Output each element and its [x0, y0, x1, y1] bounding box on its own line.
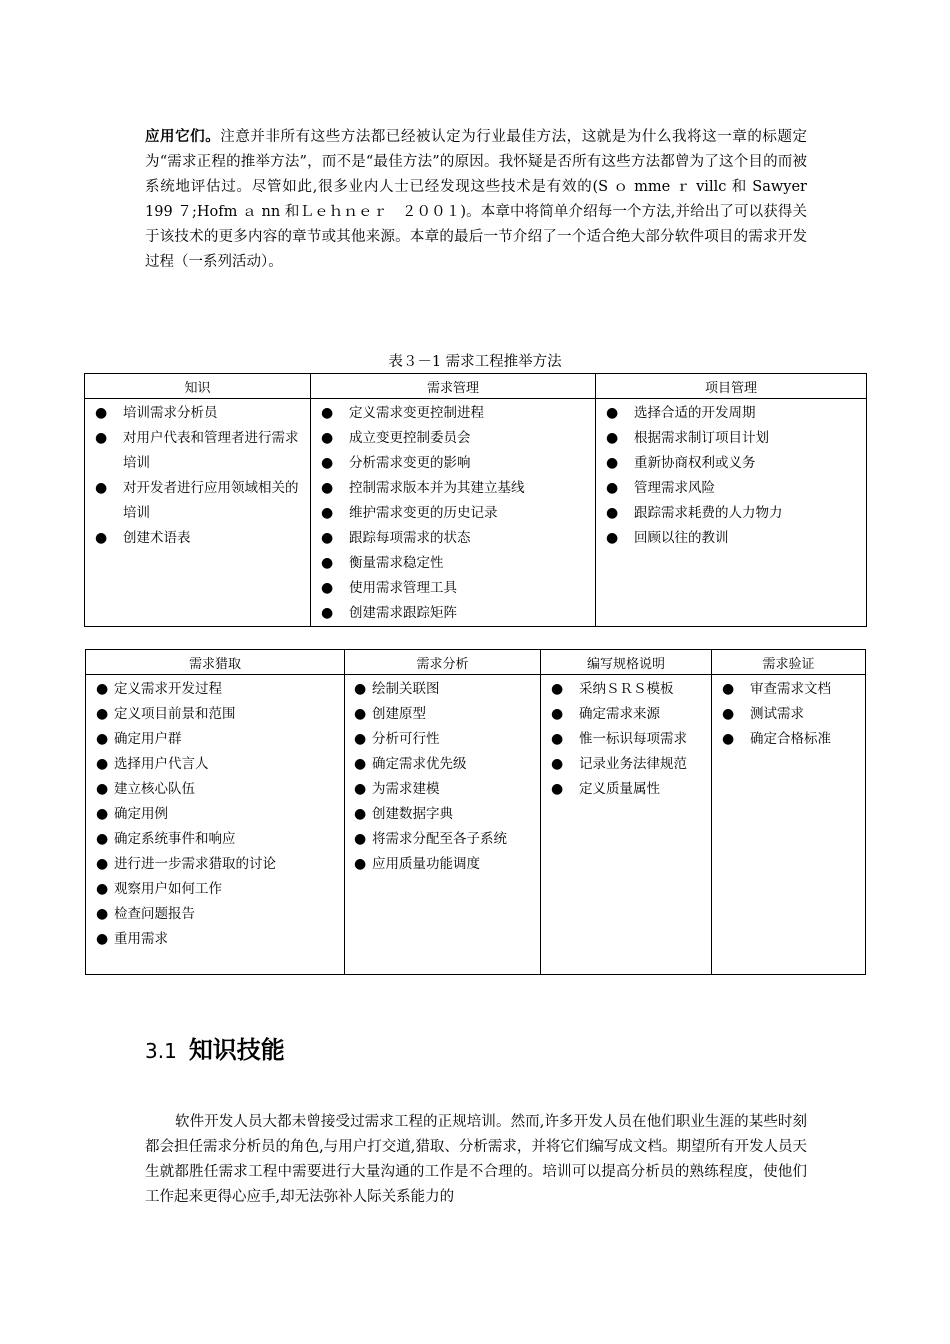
list-item	[345, 777, 540, 802]
list-item-text: 管理需求风险	[634, 480, 715, 496]
list-item-text: 重用需求	[114, 931, 168, 947]
bullet-icon: ●	[606, 405, 619, 421]
list-item-text: 测试需求	[750, 706, 804, 722]
bullet-icon: ●	[354, 831, 367, 847]
list-item-text: 创建需求跟踪矩阵	[349, 605, 457, 621]
table1-body-row	[85, 399, 867, 627]
bullet-icon: ●	[321, 405, 334, 421]
list-item	[311, 526, 595, 551]
intro-text: 注意并非所有这些方法都已经被认定为行业最佳方法，这就是为什么我将这一章的标题定为“需求正程的推举方法”，而不是“最佳方法”的原因。我怀疑是否所有这些方法都曾为了这个目的而被系统地评估过。尽管如此,很多业内人士已经发现这些技术是有效的(S ｏ mme ｒ villc 和 Sawyer 199 ７;Hofm ａ nn 和Ｌｅｈｎｅｒ ２００１)。本章中将简单介绍每一个方法,并给出了可以获得关于该技术的更多内容的章节或其他来源。本章的最后一节介绍了一个适合绝大部分软件项目的需求开发过程（一系列活动）。	[145, 129, 808, 270]
bullet-icon: ●	[551, 681, 564, 697]
table1-header-row	[85, 374, 867, 399]
bullet-icon: ●	[321, 505, 334, 521]
table2-list-elicitation	[86, 677, 344, 952]
list-item	[596, 501, 866, 526]
bullet-icon: ●	[95, 530, 108, 546]
bullet-icon: ●	[606, 505, 619, 521]
list-item-text: 观察用户如何工作	[114, 881, 222, 897]
table2-header-specification: 编写规格说明	[541, 650, 712, 675]
list-item-text: 将需求分配至各子系统	[372, 831, 507, 847]
list-item	[86, 827, 344, 852]
bullet-icon: ●	[96, 781, 109, 797]
list-item-text: 成立变更控制委员会	[349, 430, 471, 446]
bullet-icon: ●	[354, 731, 367, 747]
list-item	[86, 777, 344, 802]
bullet-icon: ●	[354, 706, 367, 722]
bullet-icon: ●	[354, 856, 367, 872]
bullet-icon: ●	[95, 405, 108, 421]
bullet-icon: ●	[551, 756, 564, 772]
list-item-text: 重新协商权利或义务	[634, 455, 756, 471]
list-item-text: 进行进一步需求猎取的讨论	[114, 856, 276, 872]
list-item-text: 分析需求变更的影响	[349, 455, 471, 471]
list-item	[86, 902, 344, 927]
table1-header-project-management: 项目管理	[596, 374, 867, 399]
list-item-text: 根据需求制订项目计划	[634, 430, 769, 446]
bullet-icon: ●	[321, 555, 334, 571]
list-item	[541, 702, 711, 727]
list-item-text: 确定需求优先级	[372, 756, 467, 772]
list-item-text: 创建术语表	[123, 530, 191, 546]
list-item	[541, 677, 711, 702]
list-item-text: 建立核心队伍	[114, 781, 195, 797]
section-title: 知识技能	[188, 1036, 285, 1064]
list-item	[345, 852, 540, 877]
list-item-text: 确定用例	[114, 806, 168, 822]
list-item	[345, 677, 540, 702]
list-item-text: 绘制关联图	[372, 681, 440, 697]
list-item-text: 创建原型	[372, 706, 426, 722]
bullet-icon: ●	[96, 731, 109, 747]
bullet-icon: ●	[606, 530, 619, 546]
section-heading	[145, 1030, 285, 1065]
list-item	[596, 526, 866, 551]
table1-list-project-management	[596, 401, 866, 551]
list-item-text: 采纳ＳＲＳ模板	[579, 681, 674, 697]
list-item-text: 定义质量属性	[579, 781, 660, 797]
table2-list-specification	[541, 677, 711, 802]
list-item	[86, 852, 344, 877]
list-item	[86, 677, 344, 702]
bullet-icon: ●	[321, 530, 334, 546]
list-item-text: 记录业务法律规范	[579, 756, 687, 772]
table2-cell-validation	[712, 675, 866, 975]
table2-list-validation	[712, 677, 865, 752]
list-item	[712, 677, 865, 702]
list-item-text: 检查问题报告	[114, 906, 195, 922]
list-item-text: 确定合格标准	[750, 731, 831, 747]
list-item	[541, 727, 711, 752]
list-item	[596, 451, 866, 476]
list-item	[712, 727, 865, 752]
list-item	[86, 752, 344, 777]
list-item	[86, 702, 344, 727]
table2-header-analysis: 需求分析	[345, 650, 541, 675]
list-item-text: 定义需求开发过程	[114, 681, 222, 697]
bullet-icon: ●	[551, 781, 564, 797]
list-item-text: 跟踪需求耗费的人力物力	[634, 505, 783, 521]
bullet-icon: ●	[722, 706, 735, 722]
list-item-text: 定义需求变更控制进程	[349, 405, 484, 421]
list-item	[712, 702, 865, 727]
list-item-text: 定义项目前景和范围	[114, 706, 236, 722]
bullet-icon: ●	[95, 480, 108, 496]
bullet-icon: ●	[551, 706, 564, 722]
table2-header-row	[86, 650, 866, 675]
list-item-text: 选择合适的开发周期	[634, 405, 756, 421]
table2-header-elicitation: 需求猎取	[86, 650, 345, 675]
table1-cell-project-management	[596, 399, 867, 627]
bullet-icon: ●	[354, 681, 367, 697]
list-item	[86, 727, 344, 752]
list-item-text: 应用质量功能调度	[372, 856, 480, 872]
list-item	[311, 476, 595, 501]
list-item	[596, 476, 866, 501]
list-item-text: 选择用户代言人	[114, 756, 209, 772]
list-item-text: 审查需求文档	[750, 681, 831, 697]
list-item-text: 确定系统事件和响应	[114, 831, 236, 847]
intro-paragraph	[145, 124, 807, 275]
table2-cell-elicitation	[86, 675, 345, 975]
bullet-icon: ●	[321, 605, 334, 621]
list-item	[311, 501, 595, 526]
bullet-icon: ●	[606, 430, 619, 446]
bullet-icon: ●	[96, 806, 109, 822]
bullet-icon: ●	[96, 681, 109, 697]
list-item	[345, 727, 540, 752]
list-item	[86, 802, 344, 827]
bullet-icon: ●	[321, 580, 334, 596]
list-item	[345, 802, 540, 827]
intro-bold-lead: 应用它们。	[145, 128, 221, 145]
bullet-icon: ●	[606, 455, 619, 471]
table1-cell-req-management	[311, 399, 596, 627]
list-item	[345, 752, 540, 777]
list-item-text: 对用户代表和管理者进行需求培训	[123, 430, 299, 471]
list-item-text: 为需求建模	[372, 781, 440, 797]
list-item	[345, 702, 540, 727]
list-item-text: 对开发者进行应用领域相关的培训	[123, 480, 299, 521]
bullet-icon: ●	[722, 731, 735, 747]
methods-table-2	[85, 649, 866, 975]
list-item-text: 创建数据字典	[372, 806, 453, 822]
closing-paragraph: 软件开发人员大都未曾接受过需求工程的正规培训。然而,许多开发人员在他们职业生涯的某些时刻都会担任需求分析员的角色,与用户打交道,猎取、分析需求，并将它们编写成文档。期望所有开发人员天生就都胜任需求工程中需要进行大量沟通的工作是不合理的。培训可以提高分析员的熟练程度，使他们工作起来更得心应手,却无法弥补人际关系能力的	[145, 1114, 807, 1205]
bullet-icon: ●	[354, 781, 367, 797]
list-item	[311, 401, 595, 426]
table1-list-knowledge	[85, 401, 310, 551]
list-item	[311, 451, 595, 476]
bullet-icon: ●	[321, 480, 334, 496]
list-item	[85, 476, 310, 526]
bullet-icon: ●	[96, 881, 109, 897]
list-item	[596, 426, 866, 451]
bullet-icon: ●	[96, 831, 109, 847]
list-item	[311, 426, 595, 451]
list-item-text: 跟踪每项需求的状态	[349, 530, 471, 546]
bullet-icon: ●	[321, 430, 334, 446]
list-item-text: 使用需求管理工具	[349, 580, 457, 596]
table2-cell-analysis	[345, 675, 541, 975]
bullet-icon: ●	[95, 430, 108, 446]
table2-list-analysis	[345, 677, 540, 877]
bullet-icon: ●	[321, 455, 334, 471]
list-item-text: 确定需求来源	[579, 706, 660, 722]
table1-cell-knowledge	[85, 399, 311, 627]
list-item-text: 控制需求版本并为其建立基线	[349, 480, 525, 496]
table1-header-knowledge: 知识	[85, 374, 311, 399]
list-item-text: 确定用户群	[114, 731, 182, 747]
list-item	[311, 576, 595, 601]
bullet-icon: ●	[606, 480, 619, 496]
list-item	[311, 601, 595, 626]
bullet-icon: ●	[354, 806, 367, 822]
table1-header-req-management: 需求管理	[311, 374, 596, 399]
list-item-text: 分析可行性	[372, 731, 440, 747]
bullet-icon: ●	[354, 756, 367, 772]
bullet-icon: ●	[551, 731, 564, 747]
list-item	[85, 526, 310, 551]
list-item-text: 回顾以往的教训	[634, 530, 729, 546]
list-item-text: 惟一标识每项需求	[579, 731, 687, 747]
list-item	[596, 401, 866, 426]
methods-table-1	[84, 373, 867, 627]
list-item	[311, 551, 595, 576]
list-item	[86, 927, 344, 952]
list-item-text: 维护需求变更的历史记录	[349, 505, 498, 521]
list-item	[541, 752, 711, 777]
bullet-icon: ●	[96, 906, 109, 922]
section-number: 3.1	[145, 1039, 177, 1063]
table2-header-validation: 需求验证	[712, 650, 866, 675]
list-item-text: 培训需求分析员	[123, 405, 218, 421]
list-item	[541, 777, 711, 802]
bullet-icon: ●	[722, 681, 735, 697]
table2-cell-specification	[541, 675, 712, 975]
bullet-icon: ●	[96, 856, 109, 872]
table1-list-req-management	[311, 401, 595, 626]
bullet-icon: ●	[96, 756, 109, 772]
list-item	[345, 827, 540, 852]
table2-body-row	[86, 675, 866, 975]
list-item	[86, 877, 344, 902]
list-item	[85, 426, 310, 476]
list-item-text: 衡量需求稳定性	[349, 555, 444, 571]
bullet-icon: ●	[96, 931, 109, 947]
table-caption: 表３－1 需求工程推举方法	[388, 354, 562, 370]
bullet-icon: ●	[96, 706, 109, 722]
list-item	[85, 401, 310, 426]
